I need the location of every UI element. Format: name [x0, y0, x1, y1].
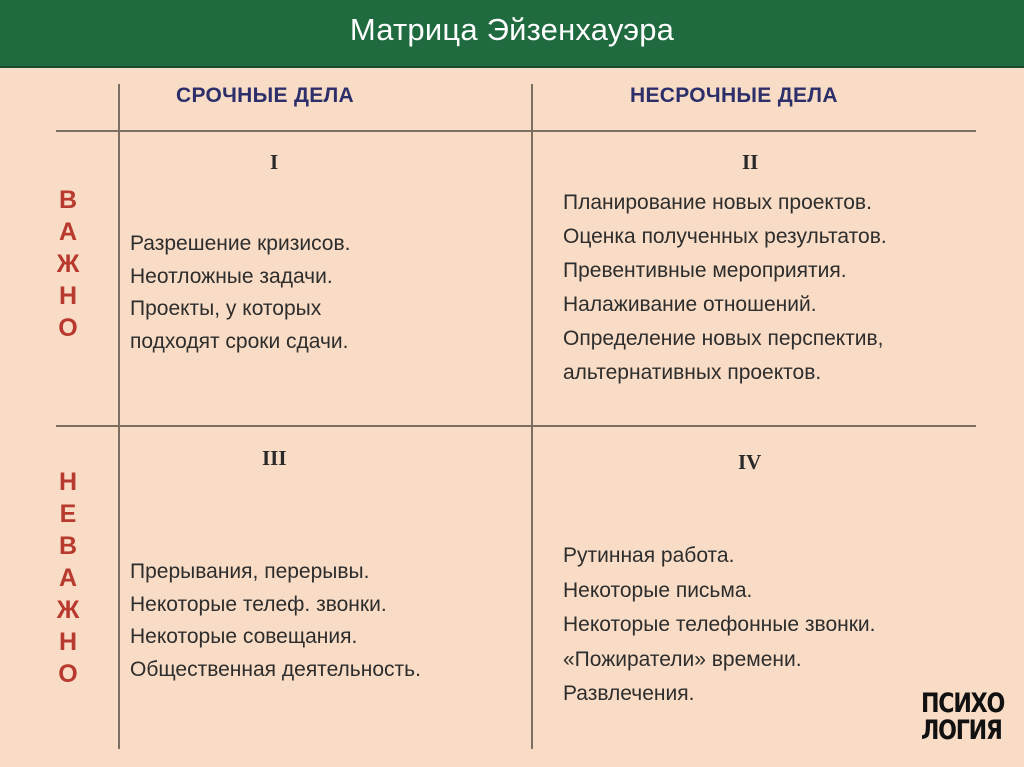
list-item: Оценка полученных результатов.: [563, 225, 887, 248]
row-label-not-important: [50, 466, 86, 690]
row-label-letter: О: [58, 314, 78, 342]
quadrant-number-1: I: [270, 150, 279, 174]
divider-center: [531, 84, 533, 749]
list-item: Развлечения.: [563, 682, 695, 705]
row-label-letter: Н: [58, 628, 78, 656]
row-label-letter: О: [58, 660, 78, 688]
row-label-letter: Н: [58, 468, 78, 496]
logo-line-2: ЛОГИЯ: [921, 715, 1002, 746]
list-item: Некоторые телеф. звонки.: [130, 592, 387, 616]
row-label-letter: В: [58, 532, 78, 560]
list-item: Неотложные задачи.: [130, 264, 333, 288]
divider-top: [56, 130, 976, 132]
divider-left: [118, 84, 120, 749]
list-item: Проекты, у которых: [130, 297, 322, 320]
row-label-letter: Ж: [56, 596, 80, 624]
row-label-letter: А: [58, 564, 78, 592]
list-item: Некоторые письма.: [563, 578, 753, 602]
quadrant-number-3: III: [262, 446, 287, 470]
list-item: Превентивные мероприятия.: [563, 259, 847, 282]
page-title: Матрица Эйзенхауэра: [349, 12, 675, 47]
logo-line-1: ПСИХО: [921, 688, 1005, 719]
column-heading-urgent: СРОЧНЫЕ ДЕЛА: [176, 84, 355, 107]
title-bar: [0, 0, 1024, 68]
list-item: альтернативных проектов.: [563, 361, 822, 384]
list-item: Прерывания, перерывы.: [130, 560, 370, 583]
list-item: Разрешение кризисов.: [130, 232, 351, 255]
row-label-letter: Ж: [56, 250, 80, 278]
quadrant-1-list: [130, 228, 350, 358]
row-label-important: [50, 184, 86, 344]
quadrant-3-list: [130, 556, 421, 686]
list-item: Определение новых перспектив,: [563, 327, 884, 350]
row-label-letter: В: [58, 186, 78, 214]
psychology-logo: [921, 688, 1005, 746]
quadrant-number-2: II: [742, 150, 759, 174]
list-item: Планирование новых проектов.: [563, 191, 872, 214]
list-item: Некоторые телефонные звонки.: [563, 613, 876, 636]
column-heading-non-urgent: НЕСРОЧНЫЕ ДЕЛА: [630, 84, 838, 107]
list-item: Рутинная работа.: [563, 544, 735, 567]
list-item: Некоторые совещания.: [130, 625, 358, 648]
quadrant-number-4: IV: [738, 450, 762, 474]
divider-middle: [56, 425, 976, 427]
row-label-letter: Н: [58, 282, 78, 310]
list-item: подходят сроки сдачи.: [130, 329, 349, 353]
list-item: Общественная деятельность.: [130, 657, 421, 681]
quadrant-2-list: [563, 186, 887, 390]
list-item: Налаживание отношений.: [563, 293, 817, 316]
row-label-letter: А: [58, 218, 78, 246]
row-label-letter: Е: [59, 500, 77, 528]
list-item: «Пожиратели» времени.: [563, 647, 802, 671]
quadrant-4-list: [563, 539, 875, 712]
